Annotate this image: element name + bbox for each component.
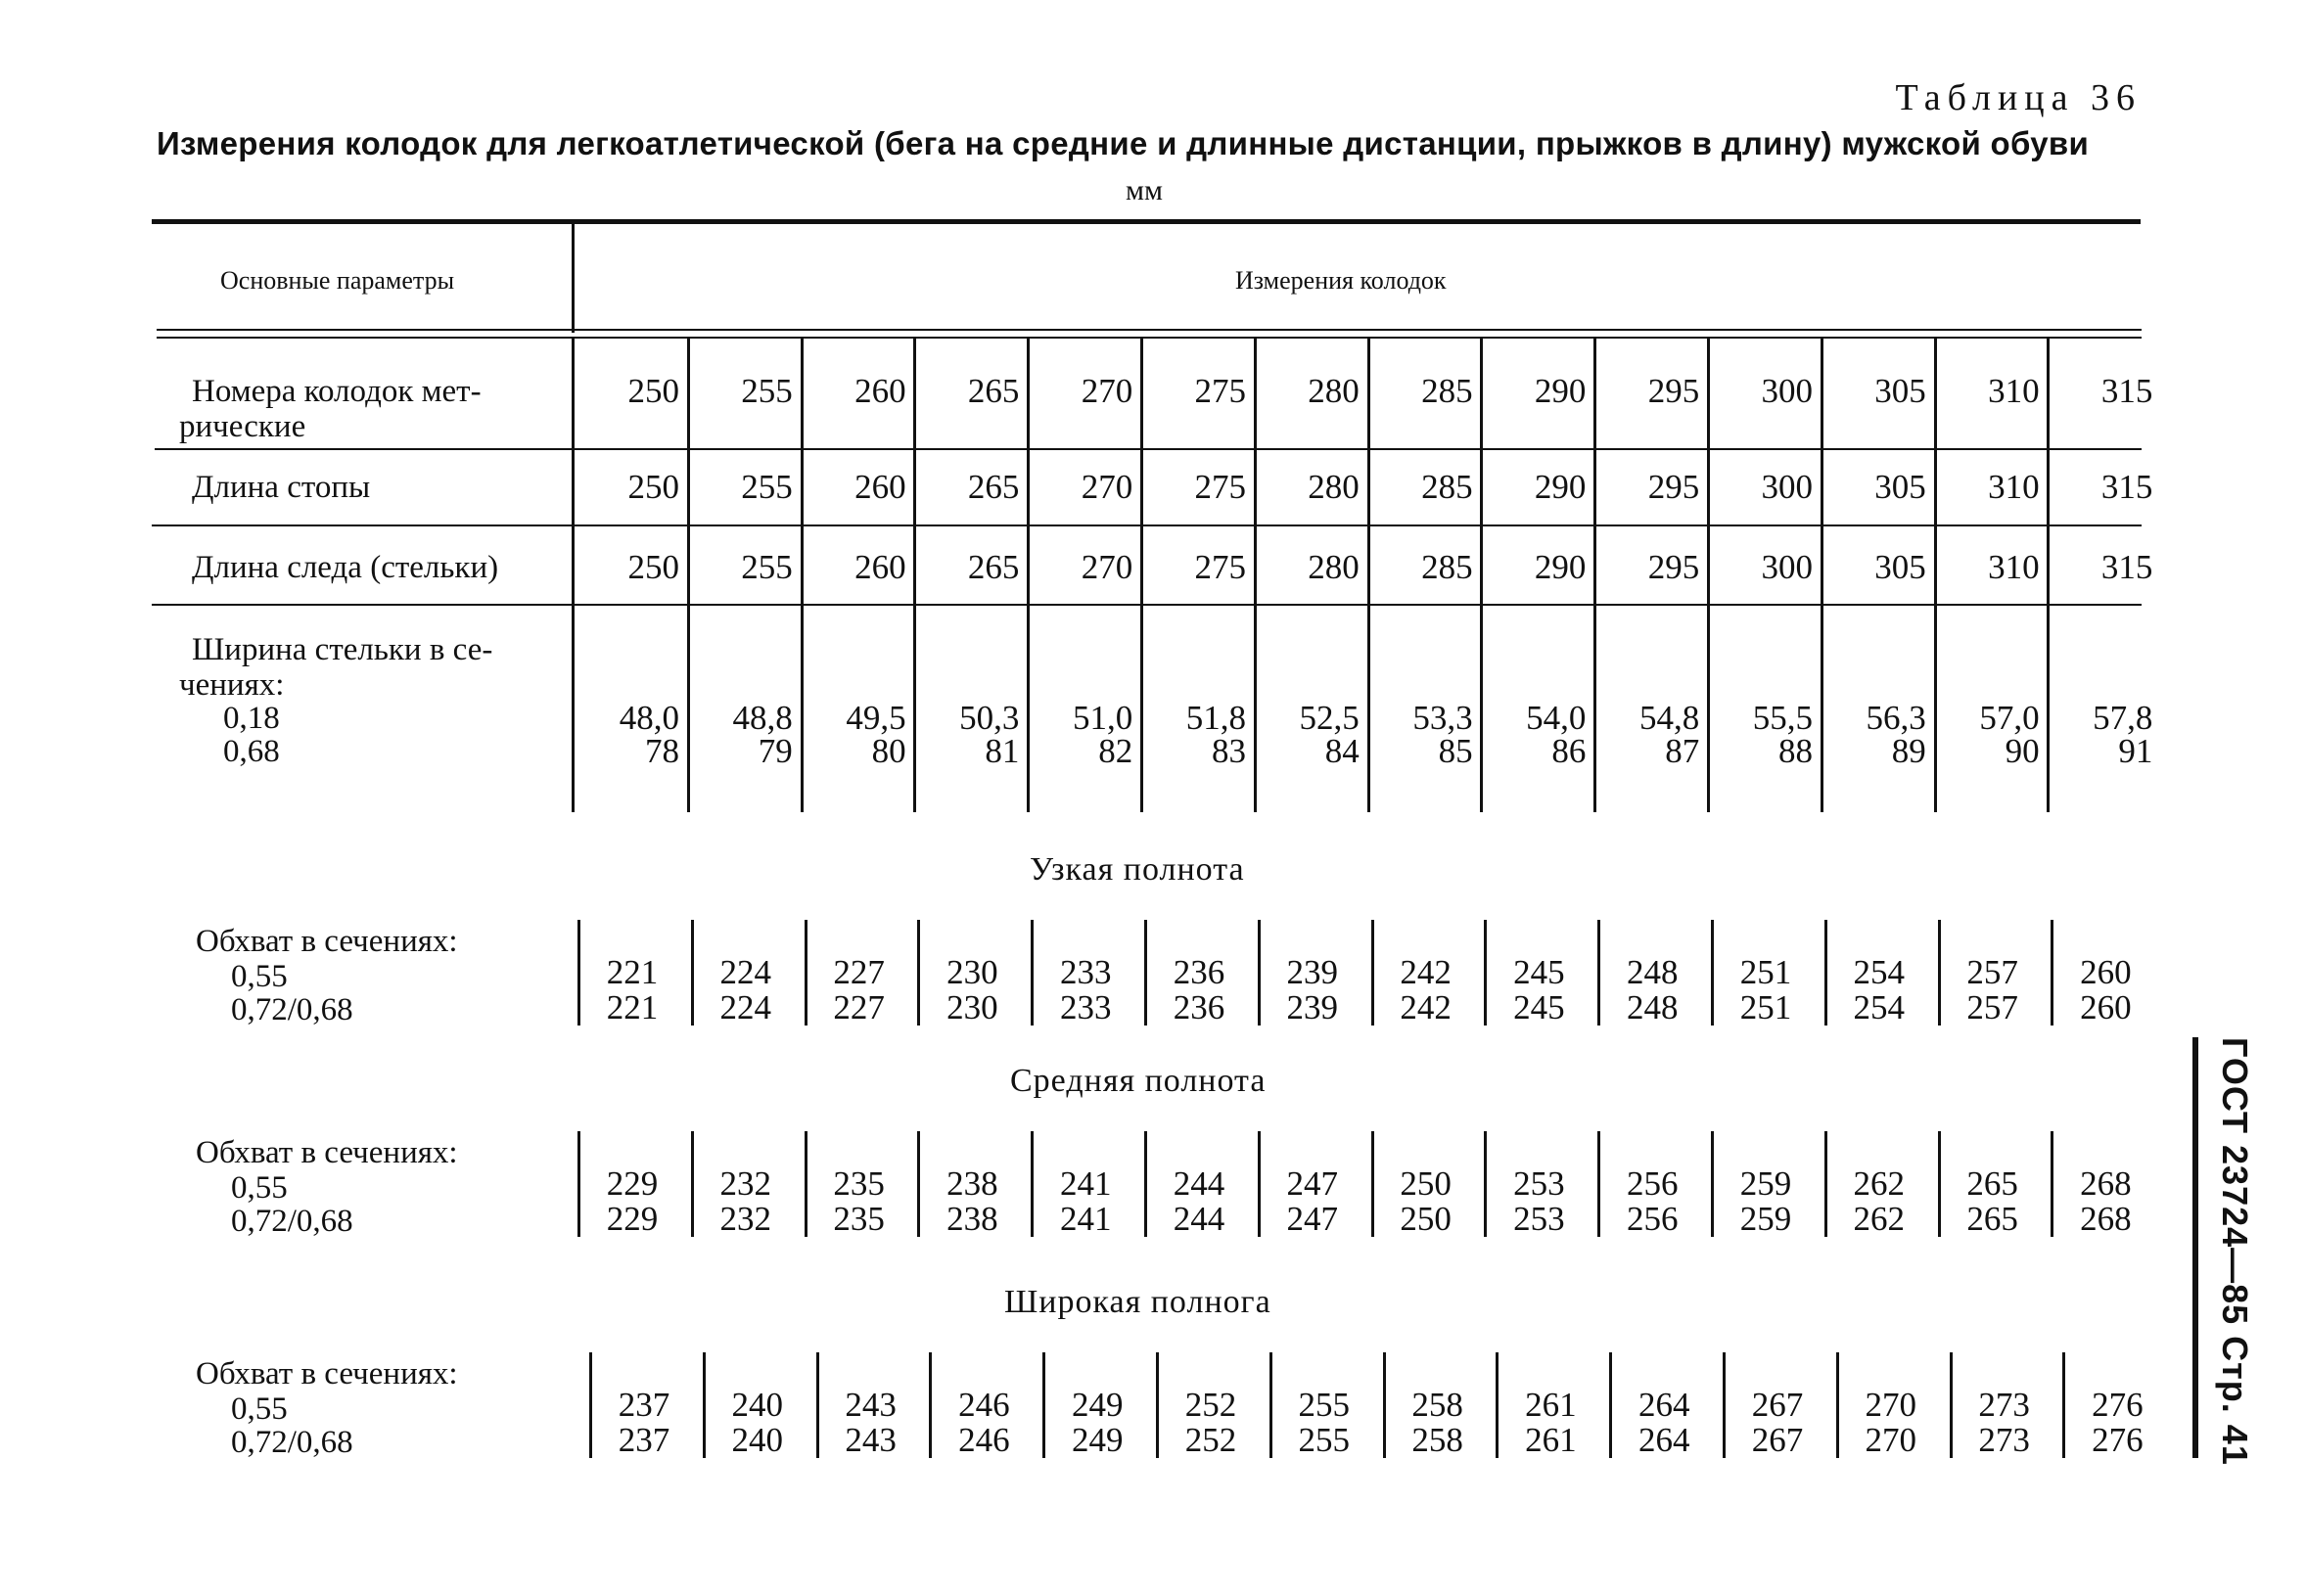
table-title: Измерения колодок для легкоатлетической (бега на средние и длинные дистанции, прыжков в длину) мужской обуви	[157, 125, 2090, 161]
medium-072-cell: 232	[719, 1200, 772, 1238]
section-column-line	[2051, 920, 2053, 1026]
column-header-params: Основные параметры	[220, 266, 455, 295]
header-rule-2	[157, 337, 2142, 339]
grid-column-line	[801, 339, 804, 812]
wide-072-cell: 240	[731, 1421, 784, 1459]
narrow-072-cell: 257	[1966, 988, 2018, 1026]
wide-label-3: 0,72/0,68	[231, 1425, 353, 1460]
wide-072-cell: 237	[618, 1421, 670, 1459]
width-068-cell: 79	[758, 732, 793, 770]
narrow-055-cell: 254	[1853, 953, 1906, 991]
trace-length-cell: 280	[1308, 548, 1360, 586]
side-stamp-text: ГОСТ 23724—85 Стр. 41	[2215, 1037, 2255, 1466]
section-column-line	[1371, 1131, 1374, 1237]
narrow-072-cell: 239	[1286, 988, 1339, 1026]
narrow-055-cell: 224	[719, 953, 772, 991]
section-column-line	[1042, 1352, 1045, 1458]
medium-055-cell: 238	[946, 1164, 998, 1203]
section-column-line	[1609, 1352, 1612, 1458]
narrow-055-cell: 248	[1626, 953, 1679, 991]
section-column-line	[917, 920, 920, 1026]
width-018-cell: 51,0	[1072, 699, 1133, 737]
narrow-072-cell: 233	[1059, 988, 1112, 1026]
section-column-line	[1938, 1131, 1941, 1237]
narrow-072-cell: 236	[1173, 988, 1225, 1026]
section-column-line	[1950, 1352, 1953, 1458]
number-cell: 260	[854, 372, 906, 410]
width-018-cell: 51,8	[1185, 699, 1246, 737]
width-018-cell: 54,0	[1526, 699, 1587, 737]
trace-length-cell: 315	[2100, 548, 2153, 586]
number-cell: 295	[1647, 372, 1700, 410]
grid-column-line	[1027, 339, 1030, 812]
number-cell: 315	[2100, 372, 2153, 410]
trace-length-cell: 290	[1534, 548, 1587, 586]
wide-055-cell: 237	[618, 1386, 670, 1424]
foot-length-cell: 265	[967, 468, 1020, 506]
narrow-055-cell: 236	[1173, 953, 1225, 991]
section-column-line	[1711, 920, 1714, 1026]
foot-length-cell: 260	[854, 468, 906, 506]
narrow-055-cell: 260	[2080, 953, 2132, 991]
wide-072-cell: 249	[1071, 1421, 1124, 1459]
trace-length-cell: 300	[1761, 548, 1813, 586]
medium-072-cell: 265	[1966, 1200, 2018, 1238]
number-cell: 290	[1534, 372, 1587, 410]
section-column-line	[1938, 920, 1941, 1026]
trace-length-cell: 260	[854, 548, 906, 586]
medium-072-cell: 229	[606, 1200, 659, 1238]
medium-055-cell: 232	[719, 1164, 772, 1203]
width-068-cell: 82	[1098, 732, 1133, 770]
narrow-072-cell: 254	[1853, 988, 1906, 1026]
row-label-numbers	[155, 374, 608, 409]
section-column-line	[691, 1131, 694, 1237]
wide-055-cell: 273	[1978, 1386, 2030, 1424]
number-cell: 250	[627, 372, 679, 410]
section-title-narrow: Узкая полнота	[1030, 851, 1245, 888]
section-column-line	[691, 920, 694, 1026]
narrow-label-3: 0,72/0,68	[231, 992, 353, 1027]
foot-length-cell: 275	[1194, 468, 1246, 506]
grid-column-line	[913, 339, 916, 812]
width-068-cell: 84	[1324, 732, 1360, 770]
section-column-line	[1824, 920, 1827, 1026]
section-column-line	[1371, 920, 1374, 1026]
wide-055-cell: 258	[1411, 1386, 1463, 1424]
section-column-line	[1383, 1352, 1386, 1458]
narrow-055-cell: 233	[1059, 953, 1112, 991]
row-rule-2	[152, 524, 2142, 526]
narrow-label-2: 0,55	[231, 959, 288, 994]
section-column-line	[577, 1131, 580, 1237]
medium-label-3: 0,72/0,68	[231, 1204, 353, 1239]
narrow-055-cell: 227	[833, 953, 885, 991]
row-label-width-1: Ширина стельки в се-	[192, 632, 493, 667]
medium-072-cell: 250	[1400, 1200, 1452, 1238]
medium-label-2: 0,55	[231, 1170, 288, 1206]
section-column-line	[589, 1352, 592, 1458]
medium-055-cell: 256	[1626, 1164, 1679, 1203]
grid-column-line	[687, 339, 690, 812]
wide-072-cell: 270	[1865, 1421, 1917, 1459]
section-column-line	[1711, 1131, 1714, 1237]
foot-length-cell: 290	[1534, 468, 1587, 506]
section-column-line	[1156, 1352, 1159, 1458]
foot-length-cell: 295	[1647, 468, 1700, 506]
section-column-line	[805, 920, 807, 1026]
width-018-cell: 53,3	[1412, 699, 1473, 737]
top-rule	[152, 219, 2141, 224]
grid-column-line	[2047, 339, 2050, 812]
section-column-line	[816, 1352, 819, 1458]
narrow-072-cell: 242	[1400, 988, 1452, 1026]
foot-length-cell: 255	[741, 468, 793, 506]
medium-055-cell: 247	[1286, 1164, 1339, 1203]
section-column-line	[1597, 920, 1600, 1026]
section-title-wide: Широкая полнога	[1004, 1284, 1271, 1320]
medium-055-cell: 235	[833, 1164, 885, 1203]
wide-055-cell: 240	[731, 1386, 784, 1424]
section-column-line	[703, 1352, 706, 1458]
section-column-line	[929, 1352, 932, 1458]
narrow-072-cell: 227	[833, 988, 885, 1026]
medium-055-cell: 244	[1173, 1164, 1225, 1203]
wide-055-cell: 243	[845, 1386, 897, 1424]
row-rule-3	[152, 604, 2142, 606]
wide-072-cell: 273	[1978, 1421, 2030, 1459]
number-cell: 265	[967, 372, 1020, 410]
grid-column-line	[1593, 339, 1596, 812]
grid-column-line	[1934, 339, 1937, 812]
medium-072-cell: 268	[2080, 1200, 2132, 1238]
section-column-line	[1258, 1131, 1261, 1237]
grid-column-line	[1254, 339, 1257, 812]
section-column-line	[1269, 1352, 1272, 1458]
row-label-numbers-1: Номера колодок мет-	[192, 374, 482, 409]
width-018-cell: 48,0	[619, 699, 679, 737]
number-cell: 300	[1761, 372, 1813, 410]
width-068-cell: 91	[2118, 732, 2153, 770]
grid-column-line	[1707, 339, 1710, 812]
narrow-072-cell: 260	[2080, 988, 2132, 1026]
section-column-line	[1144, 920, 1147, 1026]
medium-072-cell: 262	[1853, 1200, 1906, 1238]
trace-length-cell: 285	[1421, 548, 1473, 586]
column-header-measurements: Измерения колодок	[1235, 266, 1447, 295]
wide-055-cell: 267	[1751, 1386, 1804, 1424]
medium-072-cell: 244	[1173, 1200, 1225, 1238]
number-cell: 280	[1308, 372, 1360, 410]
foot-length-cell: 285	[1421, 468, 1473, 506]
width-068-cell: 80	[871, 732, 906, 770]
wide-072-cell: 258	[1411, 1421, 1463, 1459]
narrow-055-cell: 221	[606, 953, 659, 991]
section-column-line	[2062, 1352, 2065, 1458]
width-018-cell: 50,3	[959, 699, 1020, 737]
width-068-cell: 88	[1778, 732, 1813, 770]
foot-length-cell: 310	[1988, 468, 2040, 506]
medium-072-cell: 259	[1739, 1200, 1792, 1238]
narrow-label-1: Обхват в сечениях:	[196, 924, 458, 959]
trace-length-cell: 295	[1647, 548, 1700, 586]
foot-length-cell: 315	[2100, 468, 2153, 506]
header-divider	[572, 223, 575, 333]
wide-label-1: Обхват в сечениях:	[196, 1356, 458, 1391]
narrow-055-cell: 230	[946, 953, 998, 991]
trace-length-cell: 250	[627, 548, 679, 586]
foot-length-cell: 270	[1081, 468, 1133, 506]
narrow-072-cell: 248	[1626, 988, 1679, 1026]
narrow-072-cell: 230	[946, 988, 998, 1026]
narrow-072-cell: 224	[719, 988, 772, 1026]
width-018-cell: 56,3	[1866, 699, 1926, 737]
row-label-foot-length: Длина стопы	[192, 470, 371, 505]
trace-length-cell: 310	[1988, 548, 2040, 586]
number-cell: 270	[1081, 372, 1133, 410]
width-068-cell: 83	[1212, 732, 1246, 770]
wide-072-cell: 276	[2092, 1421, 2144, 1459]
grid-column-line	[1480, 339, 1483, 812]
wide-label-2: 0,55	[231, 1391, 288, 1427]
narrow-055-cell: 242	[1400, 953, 1452, 991]
side-stamp-bar	[2192, 1037, 2198, 1458]
section-column-line	[1597, 1131, 1600, 1237]
medium-072-cell: 235	[833, 1200, 885, 1238]
narrow-055-cell: 245	[1513, 953, 1565, 991]
wide-055-cell: 270	[1865, 1386, 1917, 1424]
number-cell: 275	[1194, 372, 1246, 410]
table-number: Таблица 36	[1895, 77, 2142, 118]
number-cell: 305	[1874, 372, 1926, 410]
units-label: мм	[1126, 174, 1163, 206]
number-cell: 285	[1421, 372, 1473, 410]
grid-column-line	[1140, 339, 1143, 812]
narrow-072-cell: 221	[606, 988, 659, 1026]
row-label-trace-length: Длина следа (стельки)	[192, 550, 499, 585]
narrow-072-cell: 245	[1513, 988, 1565, 1026]
medium-055-cell: 250	[1400, 1164, 1452, 1203]
wide-055-cell: 276	[2092, 1386, 2144, 1424]
number-cell: 255	[741, 372, 793, 410]
narrow-072-cell: 251	[1739, 988, 1792, 1026]
wide-072-cell: 252	[1184, 1421, 1237, 1459]
width-018-cell: 55,5	[1752, 699, 1813, 737]
row-label-width-4: 0,68	[223, 734, 280, 769]
trace-length-cell: 265	[967, 548, 1020, 586]
medium-055-cell: 229	[606, 1164, 659, 1203]
row-label-width-3: 0,18	[223, 701, 280, 736]
width-068-cell: 78	[645, 732, 679, 770]
width-018-cell: 52,5	[1299, 699, 1360, 737]
width-068-cell: 90	[2005, 732, 2040, 770]
medium-055-cell: 259	[1739, 1164, 1792, 1203]
medium-072-cell: 253	[1513, 1200, 1565, 1238]
medium-055-cell: 262	[1853, 1164, 1906, 1203]
width-068-cell: 89	[1891, 732, 1926, 770]
medium-072-cell: 256	[1626, 1200, 1679, 1238]
trace-length-cell: 255	[741, 548, 793, 586]
header-rule-1	[157, 329, 2142, 331]
foot-length-cell: 250	[627, 468, 679, 506]
row-label-numbers-2: рические	[179, 409, 306, 444]
wide-055-cell: 264	[1637, 1386, 1690, 1424]
narrow-055-cell: 251	[1739, 953, 1792, 991]
medium-072-cell: 241	[1059, 1200, 1112, 1238]
medium-055-cell: 268	[2080, 1164, 2132, 1203]
medium-055-cell: 241	[1059, 1164, 1112, 1203]
wide-055-cell: 249	[1071, 1386, 1124, 1424]
width-018-cell: 48,8	[732, 699, 793, 737]
wide-072-cell: 243	[845, 1421, 897, 1459]
width-068-cell: 81	[985, 732, 1020, 770]
section-column-line	[1836, 1352, 1839, 1458]
side-stamp	[2192, 1037, 2255, 1466]
section-column-line	[1031, 920, 1034, 1026]
grid-column-line	[1367, 339, 1370, 812]
foot-length-cell: 305	[1874, 468, 1926, 506]
label-divider	[572, 339, 575, 812]
medium-072-cell: 247	[1286, 1200, 1339, 1238]
section-column-line	[1496, 1352, 1499, 1458]
section-column-line	[1484, 1131, 1487, 1237]
section-column-line	[1484, 920, 1487, 1026]
width-018-cell: 49,5	[846, 699, 906, 737]
width-068-cell: 86	[1551, 732, 1587, 770]
wide-055-cell: 246	[958, 1386, 1010, 1424]
wide-072-cell: 264	[1637, 1421, 1690, 1459]
section-column-line	[1031, 1131, 1034, 1237]
section-column-line	[1824, 1131, 1827, 1237]
row-rule-1	[155, 448, 2142, 450]
medium-055-cell: 253	[1513, 1164, 1565, 1203]
section-title-medium: Средняя полнота	[1010, 1063, 1267, 1099]
width-068-cell: 87	[1665, 732, 1700, 770]
width-068-cell: 85	[1438, 732, 1473, 770]
width-018-cell: 57,8	[2093, 699, 2153, 737]
wide-072-cell: 267	[1751, 1421, 1804, 1459]
narrow-055-cell: 257	[1966, 953, 2018, 991]
wide-072-cell: 246	[958, 1421, 1010, 1459]
narrow-055-cell: 239	[1286, 953, 1339, 991]
section-column-line	[2051, 1131, 2053, 1237]
trace-length-cell: 275	[1194, 548, 1246, 586]
width-018-cell: 54,8	[1638, 699, 1700, 737]
section-column-line	[917, 1131, 920, 1237]
foot-length-cell: 280	[1308, 468, 1360, 506]
wide-072-cell: 255	[1298, 1421, 1351, 1459]
medium-055-cell: 265	[1966, 1164, 2018, 1203]
section-column-line	[1723, 1352, 1726, 1458]
wide-055-cell: 252	[1184, 1386, 1237, 1424]
medium-072-cell: 238	[946, 1200, 998, 1238]
trace-length-cell: 305	[1874, 548, 1926, 586]
grid-column-line	[1821, 339, 1823, 812]
wide-055-cell: 261	[1525, 1386, 1577, 1424]
row-label-width-2: чениях:	[179, 667, 285, 703]
foot-length-cell: 300	[1761, 468, 1813, 506]
wide-072-cell: 261	[1525, 1421, 1577, 1459]
section-column-line	[577, 920, 580, 1026]
trace-length-cell: 270	[1081, 548, 1133, 586]
medium-label-1: Обхват в сечениях:	[196, 1135, 458, 1170]
wide-055-cell: 255	[1298, 1386, 1351, 1424]
width-018-cell: 57,0	[1979, 699, 2040, 737]
section-column-line	[1258, 920, 1261, 1026]
section-column-line	[1144, 1131, 1147, 1237]
number-cell: 310	[1988, 372, 2040, 410]
section-column-line	[805, 1131, 807, 1237]
